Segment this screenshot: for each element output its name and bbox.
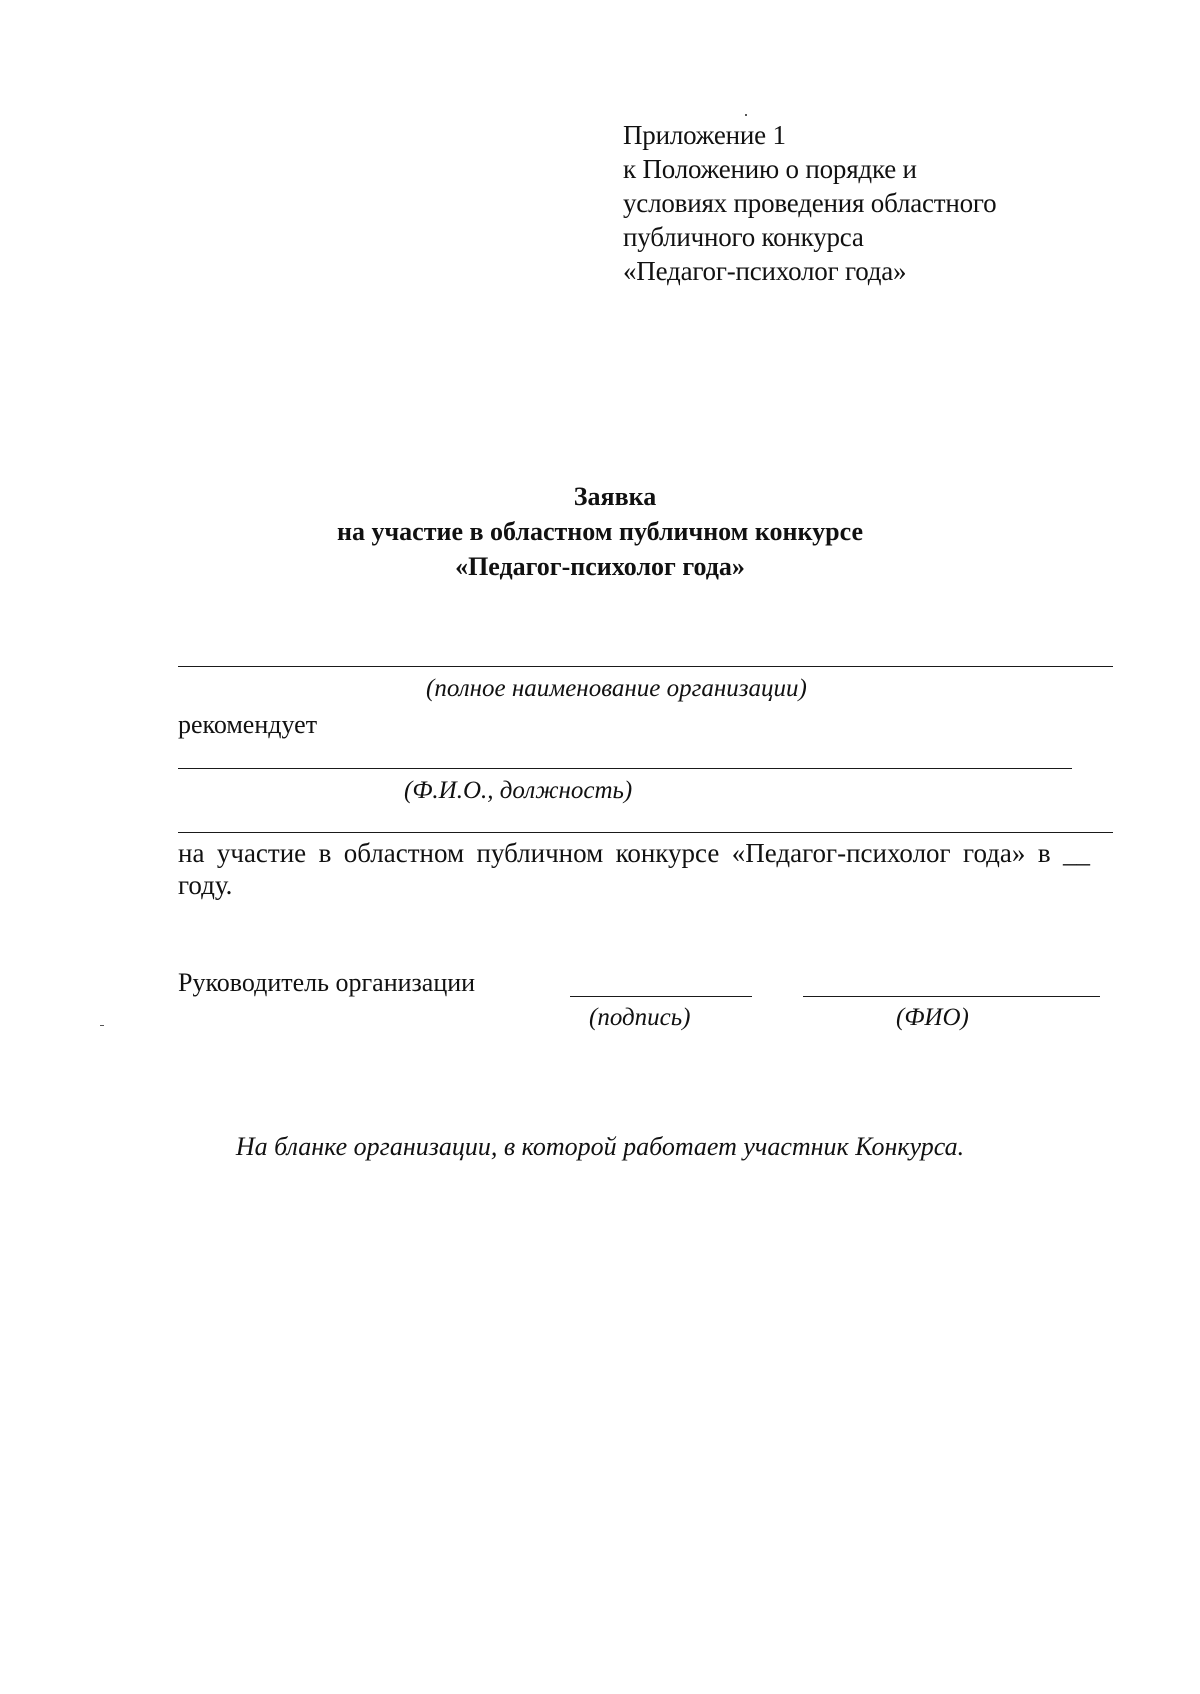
appendix-line: публичного конкурса [623, 222, 864, 252]
signature-line [570, 996, 752, 997]
appendix-line: условиях проведения областного [623, 188, 997, 218]
person-name-line [178, 768, 1072, 769]
title-line: Заявка [573, 482, 657, 511]
organization-name-line [178, 666, 1113, 667]
document-title [0, 479, 1200, 584]
signature-caption: (подпись) [589, 1004, 691, 1031]
participation-text-end: году. [178, 870, 233, 900]
appendix-reference [623, 118, 996, 288]
head-of-organization-label: Руководитель организации [178, 968, 476, 997]
head-name-caption: (ФИО) [896, 1004, 969, 1031]
appendix-line: к Положению о порядке и [623, 154, 917, 184]
organization-name-caption: (полное наименование организации) [426, 675, 807, 702]
appendix-line: Приложение 1 [623, 120, 786, 150]
letterhead-note: На бланке организации, в которой работает участник Конкурса. [235, 1132, 965, 1161]
scan-speck [100, 1025, 104, 1026]
scan-speck [745, 114, 747, 116]
title-line: на участие в областном публичном конкурсе [337, 517, 863, 546]
person-name-caption: (Ф.И.О., должность) [404, 777, 633, 804]
participation-text: на участие в областном публичном конкурсе «Педагог-психолог года» в __ [178, 838, 1090, 868]
title-line: «Педагог-психолог года» [455, 552, 745, 581]
recommends-label: рекомендует [178, 710, 318, 739]
continuation-line [178, 832, 1113, 833]
head-name-line [803, 996, 1100, 997]
appendix-line: «Педагог-психолог года» [623, 256, 907, 286]
